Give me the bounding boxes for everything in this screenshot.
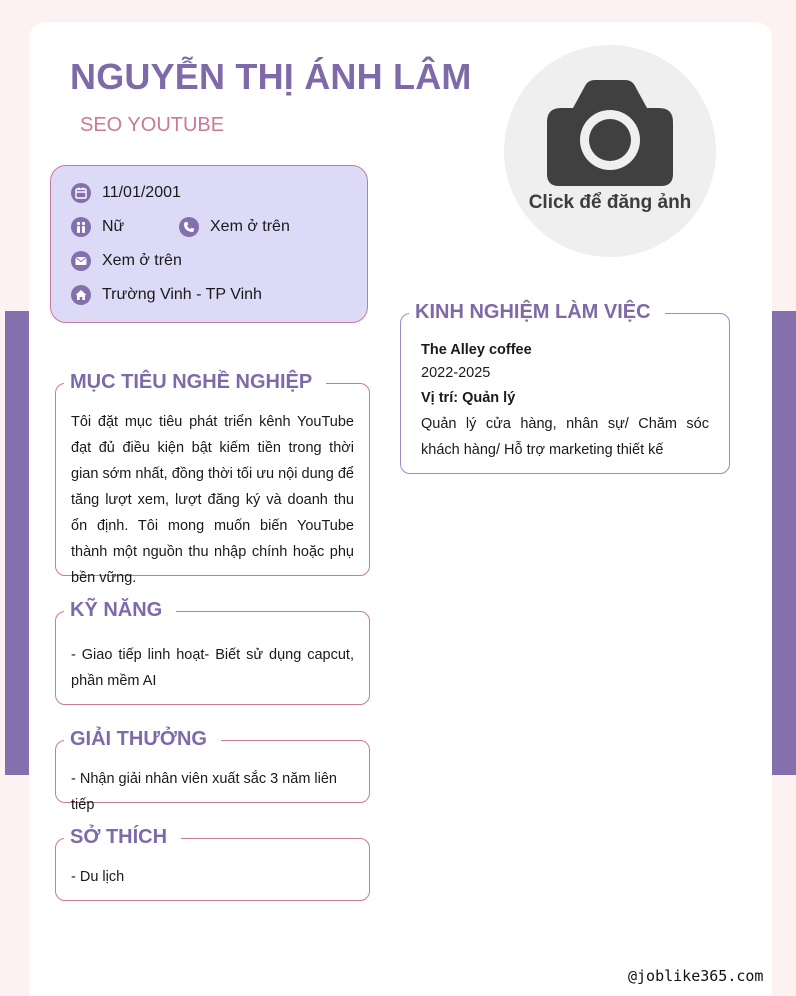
address-value: Trường Vinh - TP Vinh [102, 286, 262, 303]
phone-value: Xem ở trên [210, 218, 290, 235]
awards-text: - Nhận giải nhân viên xuất sắc 3 năm liên tiếp [71, 771, 337, 813]
experience-period: 2022-2025 [421, 365, 491, 381]
experience-position [421, 390, 709, 406]
gender-icon [71, 217, 91, 237]
awards-section [55, 728, 370, 813]
phone-icon [179, 217, 199, 237]
objective-text: Tôi đặt mục tiêu phát triển kênh YouTube đạt đủ điều kiện bật kiếm tiền trong thời gian sớm nhất, đồng thời tối ưu nội dung để tăng lượt xem, lượt đăng ký và doanh thu ổn định. Tôi mong muốn biến YouTube thành một nguồn thu nhập chính hoặc phụ bền vững. [71, 414, 354, 586]
experience-position-label: Vị trí: [421, 390, 459, 406]
experience-company: The Alley coffee [421, 342, 532, 358]
email-value: Xem ở trên [102, 252, 182, 269]
hobbies-section [55, 826, 370, 901]
objective-title: MỤC TIÊU NGHỀ NGHIỆP [64, 368, 326, 396]
photo-upload[interactable] [504, 45, 716, 257]
awards-title: GIẢI THƯỞNG [64, 725, 221, 753]
right-accent-band [772, 311, 796, 775]
hobbies-title: SỞ THÍCH [64, 823, 181, 851]
mail-icon [71, 251, 91, 271]
birthday-row [71, 183, 181, 203]
gender-value: Nữ [102, 218, 125, 235]
footer-watermark: @joblike365.com [628, 967, 764, 985]
experience-title: KINH NGHIỆM LÀM VIỆC [409, 298, 665, 326]
home-icon [71, 285, 91, 305]
photo-upload-label: Click để đăng ảnh [528, 192, 692, 213]
left-accent-band [5, 311, 29, 775]
skills-title: KỸ NĂNG [64, 596, 176, 624]
email-row [71, 251, 182, 271]
skills-section [55, 599, 370, 705]
skills-text: - Giao tiếp linh hoạt- Biết sử dụng capcut, phần mềm AI [71, 647, 354, 689]
gender-row [71, 217, 124, 237]
camera-icon [547, 76, 673, 186]
phone-row [179, 217, 290, 237]
calendar-icon [71, 183, 91, 203]
candidate-name: NGUYỄN THỊ ÁNH LÂM [70, 56, 472, 97]
experience-section [400, 301, 730, 474]
contact-card [50, 165, 368, 323]
job-title: SEO YOUTUBE [80, 114, 225, 136]
address-row [71, 285, 262, 305]
hobbies-text: - Du lịch [71, 869, 125, 885]
experience-description: Quản lý cửa hàng, nhân sự/ Chăm sóc khách hàng/ Hỗ trợ marketing thiết kế [421, 416, 709, 458]
birthday-value: 11/01/2001 [102, 184, 181, 201]
objective-section [55, 371, 370, 586]
experience-position-value: Quản lý [462, 390, 516, 406]
